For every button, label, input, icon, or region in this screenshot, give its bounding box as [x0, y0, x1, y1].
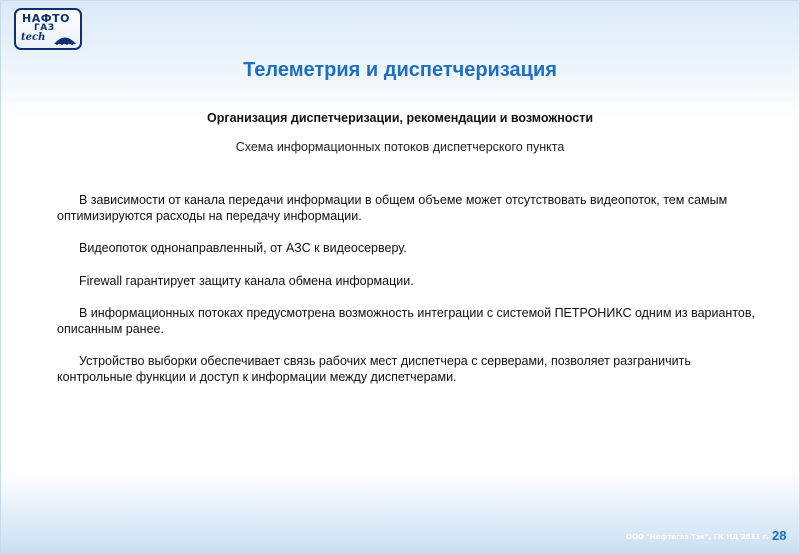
logo-text-line3: tech — [21, 32, 46, 43]
paragraph-video-stream: В зависимости от канала передачи информации в общем объеме может отсутствовать видеопоток, тем самым оптимизируются расходы на передачу информации. — [57, 193, 728, 223]
logo-text-line2: ГАЗ — [34, 23, 55, 33]
company-logo — [14, 8, 82, 50]
body-text — [57, 193, 757, 402]
paragraph-selector-device: Устройство выборки обеспечивает связь рабочих мест диспетчера с серверами, позволяет разграничить контрольные функции и доступ к информации между диспетчерами. — [57, 354, 691, 384]
oil-drop-icon — [52, 31, 78, 45]
paragraph-petronics: В информационных потоках предусмотрена возможность интеграции с системой ПЕТРОНИКС одним из вариантов, описанным ранее. — [57, 306, 755, 336]
scheme-caption: Схема информационных потоков диспетчерского пункта — [235, 140, 565, 154]
paragraph-one-way-video: Видеопоток однонаправленный, от АЗС к видеосерверу. — [79, 241, 407, 255]
slide-subtitle: Организация диспетчеризации, рекомендации и возможности — [207, 111, 593, 125]
logo-text-line1: НАФТО — [22, 12, 70, 25]
slide-title: Телеметрия и диспетчеризация — [243, 59, 557, 81]
footer-company: ООО "Нефтегаз Тэк", ГК НД 2011 г. — [626, 533, 769, 541]
page-number: 28 — [772, 528, 787, 543]
paragraph-firewall: Firewall гарантирует защиту канала обмена информации. — [79, 273, 414, 288]
